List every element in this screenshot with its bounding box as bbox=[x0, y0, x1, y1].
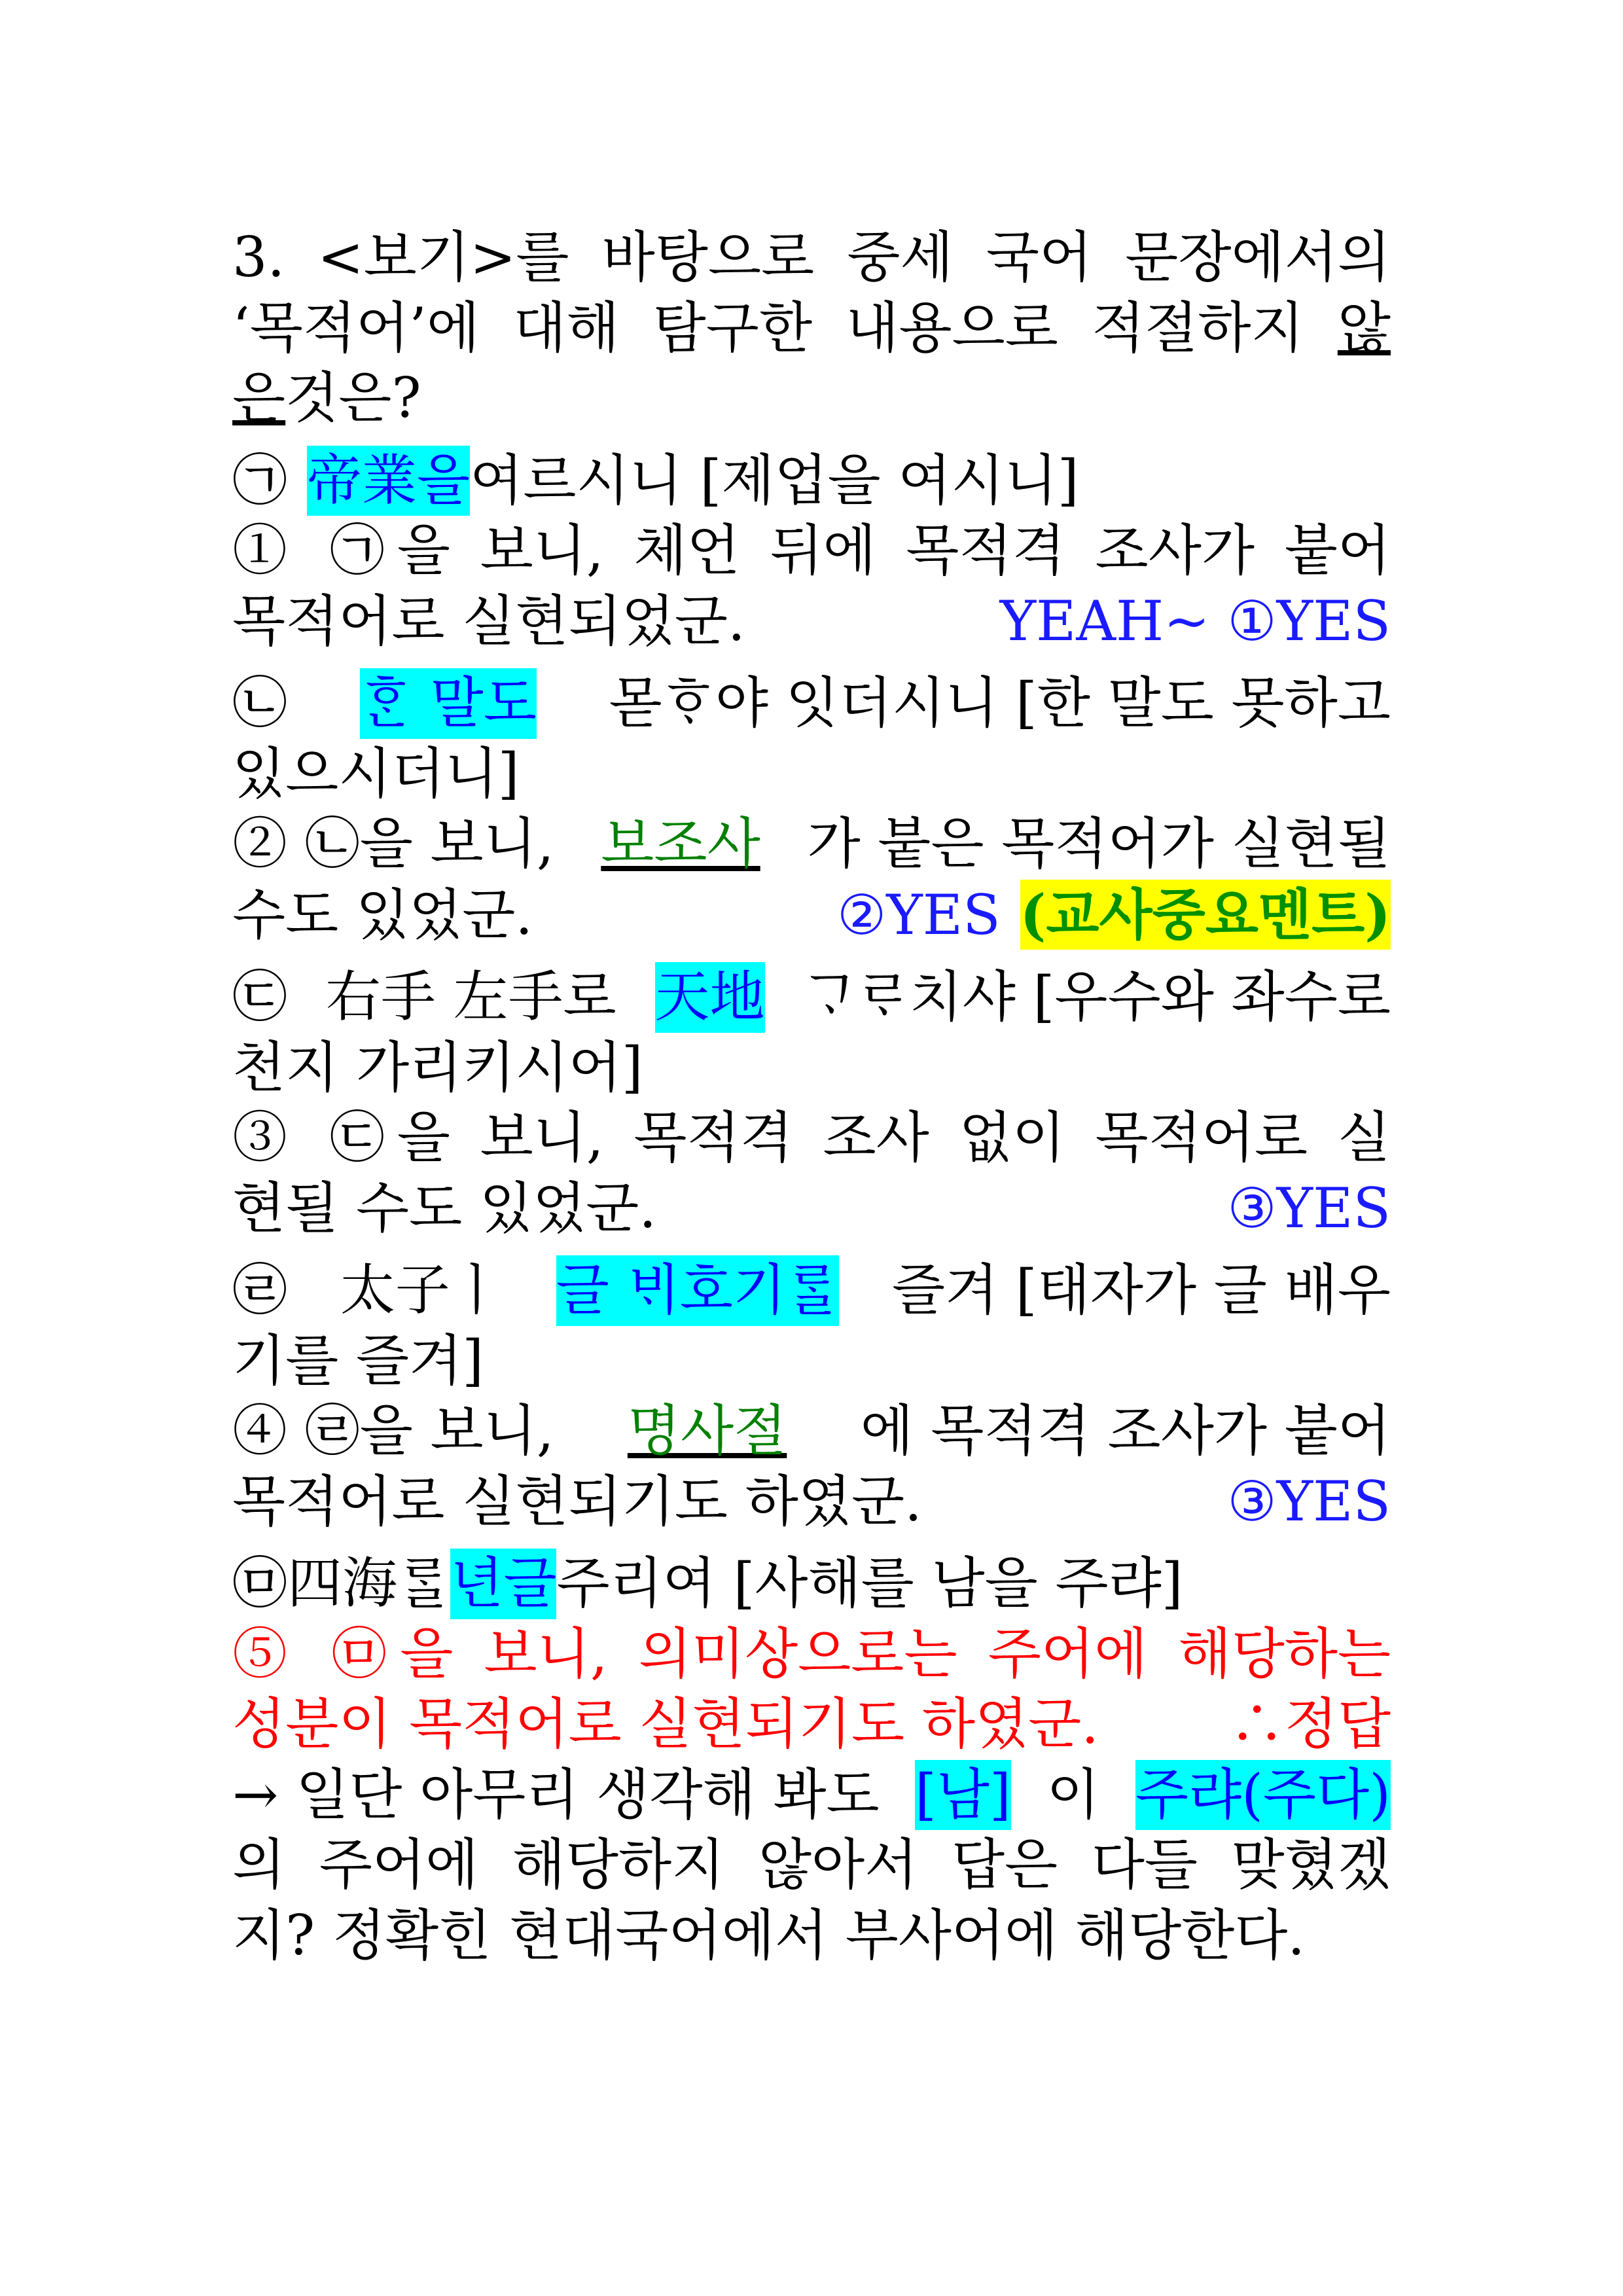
option-1-text: 목적어로 실현되었군. bbox=[232, 588, 745, 653]
answer-tag-1: YEAH~ ①YES bbox=[999, 588, 1391, 653]
option-4-text: 목적어로 실현되기도 하였군. bbox=[232, 1469, 922, 1534]
marker-m: ㉤ bbox=[232, 1551, 288, 1616]
example-m bbox=[232, 1549, 1391, 1619]
example-d-line-2: 천지 가리키시어] bbox=[232, 1035, 643, 1100]
question-stem bbox=[232, 223, 1391, 434]
option-3-line-1: ③ ㉢을 보니, 목적격 조사 없이 목적어로 실 bbox=[232, 1105, 1391, 1170]
option-4-line-2 bbox=[232, 1467, 1391, 1537]
note-text-b: 이 bbox=[1046, 1762, 1100, 1827]
example-d-pre: 右手 左手로 bbox=[325, 965, 616, 1030]
option-3-line-2 bbox=[232, 1174, 1391, 1244]
note-highlight-nam: [남] bbox=[915, 1760, 1011, 1831]
question-line-2 bbox=[232, 293, 1391, 364]
marker-r: ㉣ bbox=[232, 1258, 288, 1323]
option-4-line-1 bbox=[232, 1396, 1391, 1467]
marker-d: ㉢ bbox=[232, 965, 288, 1030]
note-line-3: 지? 정확힌 현대국어에서 부사어에 해당한다. bbox=[232, 1903, 1306, 1967]
example-g bbox=[232, 446, 1391, 516]
example-m-pre: 四海ᄅᆞᆯ bbox=[287, 1551, 451, 1616]
explanation-note bbox=[232, 1760, 1391, 1971]
question-line-3-text: 것은? bbox=[285, 366, 421, 431]
answer-tag-2: ②YES bbox=[837, 882, 1001, 947]
marker-g: ㉠ bbox=[232, 448, 288, 512]
teacher-note-badge: (교사중요멘트) bbox=[1020, 880, 1391, 950]
note-line-2: 의 주어에 해당하지 않아서 답은 다들 맞혔겠 bbox=[232, 1833, 1391, 1897]
example-r-rest-1: 즐겨 [태자가 글 배우 bbox=[891, 1258, 1391, 1323]
option-1-line-2 bbox=[232, 586, 1391, 657]
option-5-text: 성분이 목적어로 실현되기도 하였군. bbox=[232, 1692, 1099, 1757]
example-r bbox=[232, 1255, 1391, 1326]
answer-tag-5: ∴정답 bbox=[1229, 1692, 1391, 1757]
highlight-d: 天地 bbox=[655, 962, 765, 1033]
answer-tag-4: ③YES bbox=[1227, 1469, 1391, 1534]
example-g-rest: 여르시니 [제업을 여시니] bbox=[470, 448, 1079, 512]
question-line-2-text: ‘목적어’에 대해 탐구한 내용으로 적절하지 bbox=[232, 295, 1338, 360]
example-r-pre: 太子ㅣ bbox=[340, 1258, 503, 1323]
question-underlined-not-1: 않 bbox=[1337, 295, 1391, 360]
question-underlined-not-2: 은 bbox=[232, 366, 286, 431]
item-r bbox=[232, 1255, 1391, 1537]
note-line-1 bbox=[232, 1760, 1391, 1831]
option-2-text: 수도 있었군. bbox=[232, 882, 533, 947]
highlight-m: 년글 bbox=[450, 1549, 556, 1619]
marker-n: ㉡ bbox=[232, 671, 288, 736]
option-2-line-1 bbox=[232, 809, 1391, 880]
option-1-line-1: ① ㉠을 보니, 체언 뒤에 목적격 조사가 붙어 bbox=[232, 518, 1391, 583]
question-line-1: 3. <보기>를 바탕으로 중세 국어 문장에서의 bbox=[232, 225, 1391, 289]
option-4-text-c: 에 목적격 조사가 붙어 bbox=[860, 1399, 1391, 1463]
highlight-g: 帝業을 bbox=[307, 446, 470, 516]
example-m-rest: 주리여 [사해를 남을 주랴] bbox=[556, 1551, 1183, 1616]
item-m bbox=[232, 1549, 1391, 1760]
example-d bbox=[232, 962, 1391, 1033]
option-2-text-c: 가 붙은 목적어가 실현될 bbox=[807, 812, 1391, 876]
item-g bbox=[232, 446, 1391, 657]
option-4-text-a: ④ ㉣을 보니, bbox=[232, 1399, 554, 1463]
item-d bbox=[232, 962, 1391, 1244]
note-text-a: → 일단 아무리 생각해 봐도 bbox=[232, 1762, 880, 1827]
example-r-line-2: 기를 즐겨] bbox=[232, 1328, 484, 1393]
option-5-line-2 bbox=[232, 1689, 1391, 1760]
keyword-myeongsajeol: 명사절 bbox=[627, 1399, 787, 1463]
example-n bbox=[232, 668, 1391, 739]
option-5-line-1: ⑤ ㉤을 보니, 의미상으로는 주어에 해당하는 bbox=[232, 1621, 1391, 1686]
example-n-rest-1: 몯ᄒᆞ야 잇더시니 [한 말도 못하고 bbox=[609, 671, 1391, 736]
example-n-line-2: 있으시더니] bbox=[232, 741, 520, 806]
item-n bbox=[232, 668, 1391, 950]
highlight-r: 글 ᄇᆡ호기ᄅᆞᆯ bbox=[556, 1255, 839, 1326]
option-2-text-a: ② ㉡을 보니, bbox=[232, 812, 554, 876]
note-highlight-jurya: 주랴(주다) bbox=[1135, 1760, 1391, 1831]
question-line-3 bbox=[232, 363, 1391, 434]
answer-tag-3: ③YES bbox=[1227, 1175, 1391, 1240]
example-d-rest-1: ᄀᆞᄅᆞ치샤 [우수와 좌수로 bbox=[803, 965, 1391, 1030]
option-2-line-2 bbox=[232, 880, 1391, 951]
keyword-bojosa: 보조사 bbox=[601, 812, 760, 876]
option-3-text: 현될 수도 있었군. bbox=[232, 1175, 657, 1240]
highlight-n: ᄒᆞᆫ 말도 bbox=[360, 668, 537, 739]
document-page bbox=[232, 223, 1391, 1982]
